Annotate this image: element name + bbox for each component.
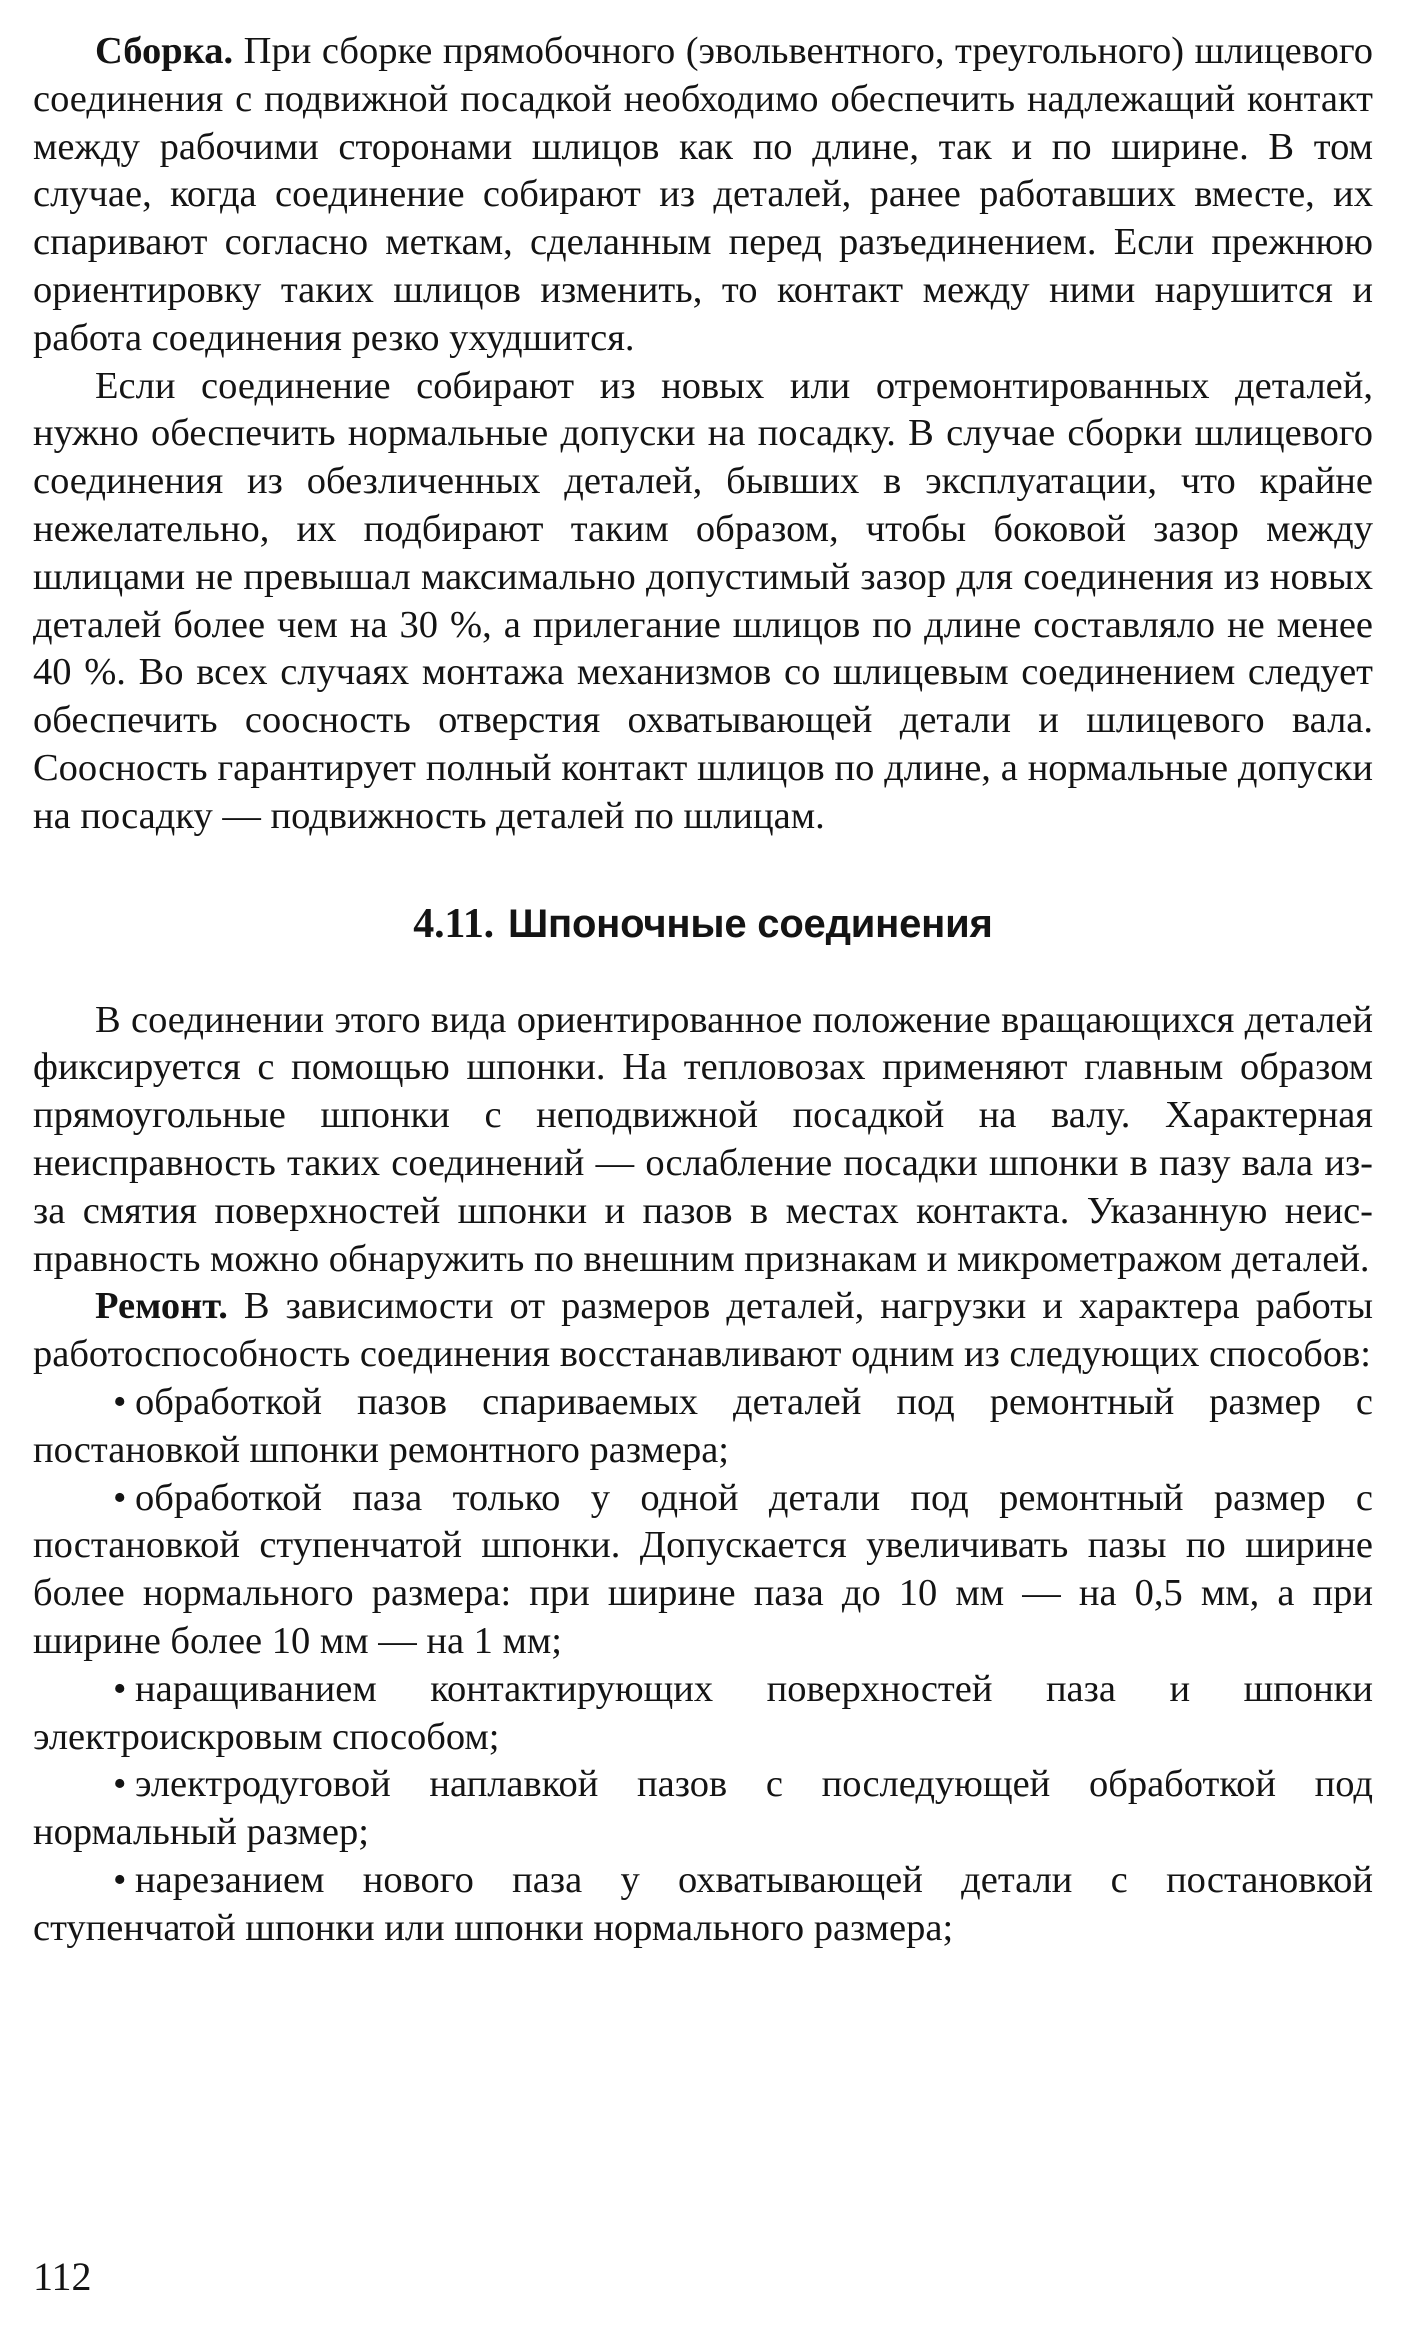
bullet-icon: •: [113, 1476, 127, 1519]
page-body: [33, 28, 1373, 1952]
assembly-lead: Сборка.: [95, 30, 234, 72]
repair-text: В зависимости от размеров деталей, нагрузки и характера работы работоспособность соединения восстанавливают одним из следующих способов:: [33, 1285, 1373, 1376]
list-item: [33, 1666, 1373, 1762]
key-intro-paragraph: В соединении этого вида ориентированное положение вращающихся деталей фиксируется с помощью шпонки. На тепловозах применяют главным образом прямоугольные шпонки с неподвижной посадкой на валу. Характерная неисправность таких соединений — ослабление посадки шпонки в пазу вала из-за смятия поверхностей шпонки и пазов в местах контакта. Указанную неисправность можно обнаружить по внешним признакам и микрометражом деталей.: [33, 998, 1373, 1280]
bullet-icon: •: [113, 1763, 127, 1806]
bullet-icon: •: [113, 1380, 127, 1423]
new-parts-paragraph: Если соединение собирают из новых или отремонтированных деталей, нужно обеспечить нормальные допуски на посадку. В случае сборки шлицевого соединения из обезличенных деталей, бывших в эксплуатации, что крайне нежелательно, их подбирают таким образом, чтобы боковой зазор между шлицами не превышал максимально допустимый зазор для соединения из новых деталей более чем на 30 %, а прилегание шлицов по длине составляло не менее 40 %. Во всех случаях монтажа механизмов со шлицевым соединением следует обеспечить соосность отверстия охватывающей детали и шлицевого вала. Соосность гарантирует полный контакт шлицов по длине, а нормальные допуски на посадку — подвижность деталей по шлицам.: [33, 364, 1373, 837]
bullet-icon: •: [113, 1667, 127, 1710]
list-item-text: наращиванием контактирующих поверхностей паза и шпонки электроискровым способом;: [33, 1667, 1373, 1758]
repair-paragraph: [33, 1283, 1373, 1379]
list-item: [33, 1475, 1373, 1666]
list-item-text: обработкой пазов спариваемых деталей под ремонтный размер с постановкой шпонки ремонтного размера;: [33, 1380, 1373, 1471]
bullet-icon: •: [113, 1858, 127, 1901]
list-item: [33, 1857, 1373, 1953]
assembly-paragraph: [33, 28, 1373, 363]
list-item-text: нарезанием нового паза у охватывающей детали с постановкой ступенчатой шпонки или шпонки нормального размера;: [33, 1858, 1373, 1949]
list-item: [33, 1761, 1373, 1857]
list-item-text: электродуговой наплавкой пазов с последующей обработкой под нормальный размер;: [33, 1763, 1373, 1854]
section-number: 4.11.: [413, 900, 494, 947]
list-item: [33, 1379, 1373, 1475]
repair-lead: Ремонт.: [95, 1285, 228, 1328]
list-item-text: обработкой паза только у одной детали под ремонтный размер с постановкой ступенчатой шпонки. Допускается увеличивать пазы по ширине более нормального размера: при ширине паза до 10 мм — на 0,5 мм, а при ширине более 10 мм — на 1 мм;: [33, 1476, 1373, 1662]
assembly-text: При сборке прямобочного (эвольвентного, треугольного) шлицевого соединения с подвижной посадкой необходимо обеспечить надлежащий контакт между рабочими сторонами шлицов как по длине, так и по ширине. В том случае, когда соединение собирают из деталей, ранее работавших вместе, их спаривают согласно меткам, сделанным перед разъединением. Если прежнюю ориентировку таких шлицов изменить, то контакт между ними нарушится и работа соединения резко ухудшится.: [33, 30, 1373, 359]
section-title: Шпоночные соединения: [507, 901, 993, 946]
section-heading: [33, 899, 1373, 949]
page-number: 112: [33, 2254, 92, 2299]
